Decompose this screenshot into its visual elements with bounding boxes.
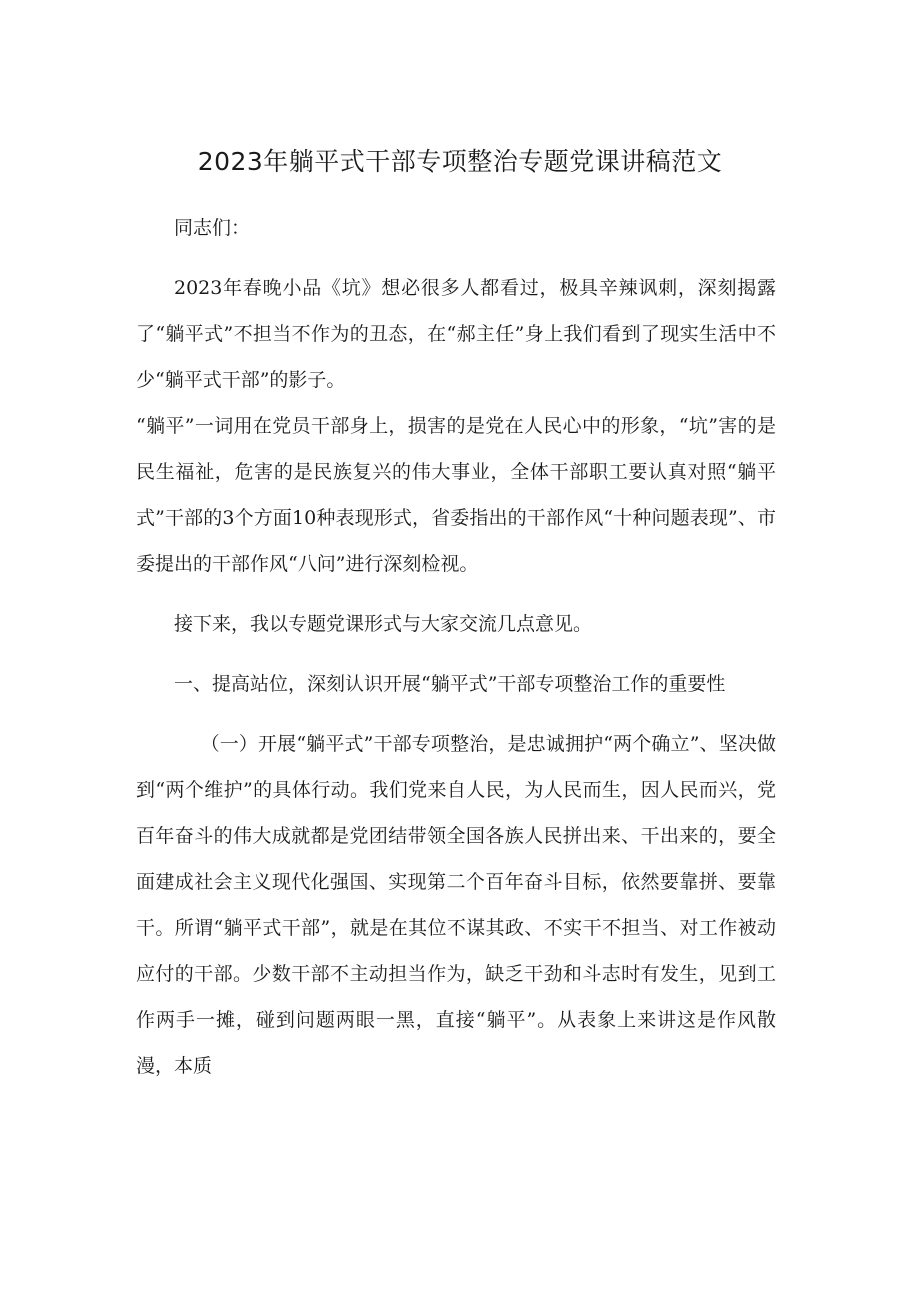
subsection-paragraph-1: （一）开展“躺平式”干部专项整治，是忠诚拥护“两个确立”、坚决做到“两个维护”的具体行动。我们党来自人民，为人民而生，因人民而兴，党百年奋斗的伟大成就都是党团结带领全国各族人民拼出来、干出来的，要全面建成社会主义现代化强国、实现第二个百年奋斗目标，依然要靠拼、要靠干。所谓“躺平式干部”，就是在其位不谋其政、不实干不担当、对工作被动应付的干部。少数干部不主动担当作为，缺乏干劲和斗志时有发生，见到工作两手一摊，碰到问题两眼一黑，直接“躺平”。从表象上来讲这是作风散漫，本质 — [136, 733, 776, 1077]
section-heading-1: 一、提高站位，深刻认识开展“躺平式”干部专项整治工作的重要性 — [174, 673, 726, 695]
transition-paragraph: 接下来，我以专题党课形式与大家交流几点意见。 — [174, 613, 593, 635]
document-title: 2023年躺平式干部专项整治专题党课讲稿范文 — [197, 147, 723, 176]
intro-paragraph: 2023年春晚小品《坑》想必很多人都看过，极具辛辣讽刺，深刻揭露了“躺平式”不担当不作为的丑态，在“郝主任”身上我们看到了现实生活中不少“躺平式干部”的影子。 — [136, 277, 776, 391]
salutation-paragraph: 同志们： — [174, 217, 251, 239]
document-body — [136, 205, 776, 1089]
context-paragraph: “躺平”一词用在党员干部身上，损害的是党在人民心中的形象，“坑”害的是民生福祉，危害的是民族复兴的伟大事业，全体干部职工要认真对照“躺平式”干部的3个方面10种表现形式，省委指出的干部作风“十种问题表现”、市委提出的干部作风“八问”进行深刻检视。 — [136, 415, 776, 575]
